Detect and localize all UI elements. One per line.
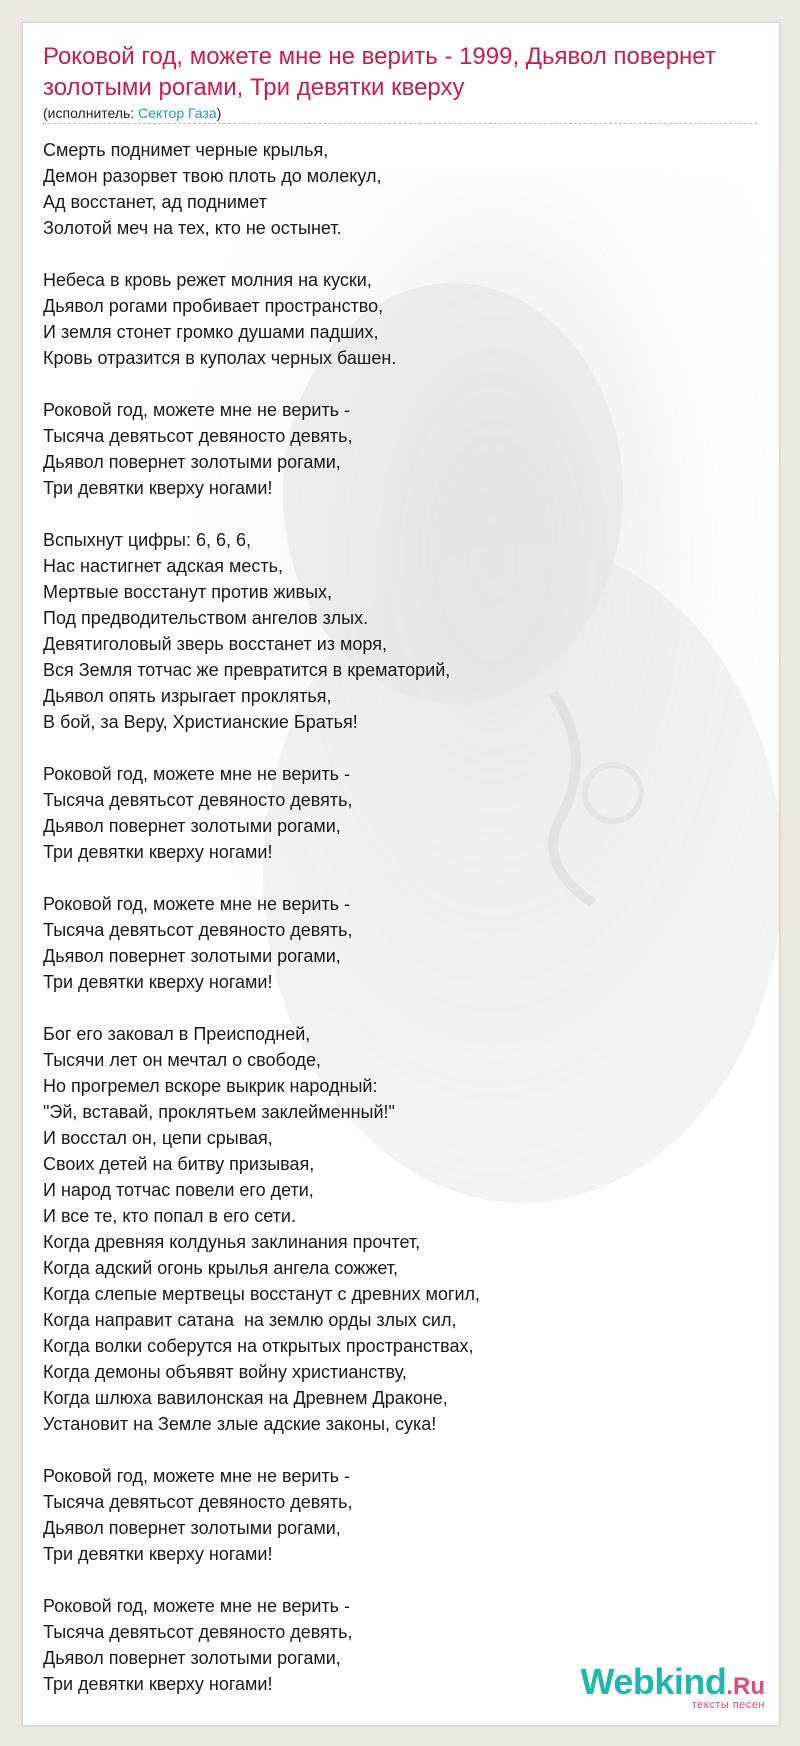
lyric-line: Тысяча девятьсот девяносто девять, <box>43 920 353 940</box>
lyric-line: Дьявол повернет золотыми рогами, <box>43 452 341 472</box>
lyric-line: Демон разорвет твою плоть до молекул, <box>43 166 382 186</box>
lyric-line: В бой, за Веру, Христианские Братья! <box>43 712 358 732</box>
lyric-line: Три девятки кверху ногами! <box>43 972 273 992</box>
logo-tld: .Ru <box>726 1673 765 1700</box>
lyric-line: Дьявол повернет золотыми рогами, <box>43 946 341 966</box>
lyric-line: Роковой год, можете мне не верить - <box>43 894 351 914</box>
lyric-line: Когда шлюха вавилонская на Древнем Драконе, <box>43 1388 448 1408</box>
lyric-line: И восстал он, цепи срывая, <box>43 1128 273 1148</box>
lyric-line: Дьявол повернет золотыми рогами, <box>43 816 341 836</box>
lyric-line: Дьявол опять изрыгает проклятья, <box>43 686 332 706</box>
lyrics-body <box>43 137 743 1723</box>
artist-prefix: (исполнитель: <box>43 105 139 121</box>
lyric-line: Дьявол повернет золотыми рогами, <box>43 1518 341 1538</box>
lyric-line: Три девятки кверху ногами! <box>43 1674 273 1694</box>
lyrics-stanza <box>43 761 743 865</box>
lyric-line: Дьявол рогами пробивает пространство, <box>43 296 384 316</box>
lyrics-stanza <box>43 1463 743 1567</box>
lyric-line: Когда древняя колдунья заклинания прочтет, <box>43 1232 421 1252</box>
lyric-line: Дьявол повернет золотыми рогами, <box>43 1648 341 1668</box>
lyric-line: Нас настигнет адская месть, <box>43 556 283 576</box>
lyric-line: Роковой год, можете мне не верить - <box>43 1466 351 1486</box>
lyric-line: Когда направит сатана на землю орды злых сил, <box>43 1310 457 1330</box>
lyric-line: Вся Земля тотчас же превратится в крематорий, <box>43 660 451 680</box>
lyric-line: Под предводительством ангелов злых. <box>43 608 369 628</box>
lyric-line: И все те, кто попал в его сети. <box>43 1206 296 1226</box>
lyric-line: Три девятки кверху ногами! <box>43 842 273 862</box>
artist-byline <box>43 105 753 121</box>
lyric-line: Когда волки соберутся на открытых пространствах, <box>43 1336 474 1356</box>
lyric-line: Мертвые восстанут против живых, <box>43 582 333 602</box>
lyric-line: Три девятки кверху ногами! <box>43 1544 273 1564</box>
lyric-line: Тысяча девятьсот девяносто девять, <box>43 1622 353 1642</box>
song-header <box>43 41 753 121</box>
artist-suffix: ) <box>216 105 222 121</box>
lyric-line: Тысячи лет он мечтал о свободе, <box>43 1050 321 1070</box>
lyric-line: Когда демоны объявят войну христианству, <box>43 1362 407 1382</box>
logo-name: Webkind <box>580 1661 727 1702</box>
lyric-line: Три девятки кверху ногами! <box>43 478 273 498</box>
lyric-line: Тысяча девятьсот девяносто девять, <box>43 1492 353 1512</box>
lyrics-stanza <box>43 891 743 995</box>
logo-tagline: тексты песен <box>691 1699 765 1711</box>
lyrics-card <box>22 22 780 1726</box>
lyrics-stanza <box>43 137 743 241</box>
lyric-line: Вспыхнут цифры: 6, 6, 6, <box>43 530 252 550</box>
lyric-line: Своих детей на битву призывая, <box>43 1154 315 1174</box>
lyric-line: Когда адский огонь крылья ангела сожжет, <box>43 1258 399 1278</box>
lyric-line: Тысяча девятьсот девяносто девять, <box>43 790 353 810</box>
site-logo[interactable] <box>580 1661 765 1711</box>
lyric-line: Смерть поднимет черные крылья, <box>43 140 329 160</box>
lyric-line: "Эй, вставай, проклятьем заклейменный!" <box>43 1102 395 1122</box>
header-divider <box>43 123 757 124</box>
lyric-line: Роковой год, можете мне не верить - <box>43 1596 351 1616</box>
lyrics-stanza <box>43 527 743 735</box>
lyrics-stanza <box>43 267 743 371</box>
lyrics-stanza <box>43 397 743 501</box>
lyric-line: Когда слепые мертвецы восстанут с древних могил, <box>43 1284 481 1304</box>
lyric-line: Кровь отразится в куполах черных башен. <box>43 348 397 368</box>
lyric-line: Тысяча девятьсот девяносто девять, <box>43 426 353 446</box>
lyric-line: И народ тотчас повели его дети, <box>43 1180 314 1200</box>
lyric-line: Роковой год, можете мне не верить - <box>43 764 351 784</box>
song-title: Роковой год, можете мне не верить - 1999, Дьявол повернет золотыми рогами, Три девятки кверху <box>43 43 716 101</box>
lyric-line: Бог его заковал в Преисподней, <box>43 1024 311 1044</box>
lyric-line: Золотой меч на тех, кто не остынет. <box>43 218 342 238</box>
lyric-line: Но прогремел вскоре выкрик народный: <box>43 1076 378 1096</box>
lyric-line: И земля стонет громко душами падших, <box>43 322 379 342</box>
lyric-line: Небеса в кровь режет молния на куски, <box>43 270 372 290</box>
lyric-line: Установит на Земле злые адские законы, сука! <box>43 1414 437 1434</box>
lyrics-stanza <box>43 1021 743 1437</box>
lyric-line: Девятиголовый зверь восстанет из моря, <box>43 634 387 654</box>
artist-link[interactable]: Сектор Газа <box>138 105 217 121</box>
lyric-line: Ад восстанет, ад поднимет <box>43 192 267 212</box>
lyric-line: Роковой год, можете мне не верить - <box>43 400 351 420</box>
